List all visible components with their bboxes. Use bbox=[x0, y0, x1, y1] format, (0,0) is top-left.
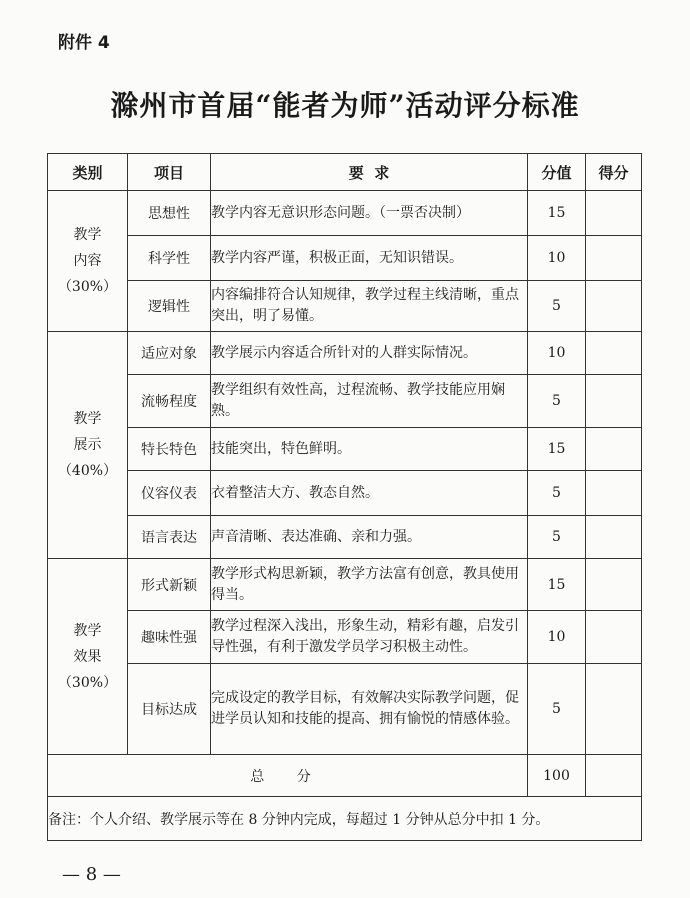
value-cell: 10 bbox=[528, 611, 586, 664]
total-row bbox=[48, 755, 642, 797]
requirement-cell: 教学内容无意识形态问题。（一票否决制） bbox=[211, 191, 528, 236]
table-row bbox=[48, 664, 642, 755]
value-cell: 5 bbox=[528, 281, 586, 332]
value-cell: 5 bbox=[528, 375, 586, 428]
requirement-cell: 衣着整洁大方、教态自然。 bbox=[211, 471, 528, 516]
header-score-got: 得分 bbox=[586, 154, 642, 191]
requirement-cell: 教学组织有效性高，过程流畅、教学技能应用娴熟。 bbox=[211, 375, 528, 428]
category-name-line2: 内容 bbox=[73, 253, 102, 269]
value-cell: 10 bbox=[528, 236, 586, 281]
category-content bbox=[48, 191, 128, 332]
table-row bbox=[48, 428, 642, 471]
value-cell: 10 bbox=[528, 332, 586, 375]
item-cell: 趣味性强 bbox=[128, 611, 211, 664]
total-label: 总 分 bbox=[48, 755, 528, 797]
score-input-cell[interactable] bbox=[586, 332, 642, 375]
table-row bbox=[48, 559, 642, 611]
item-cell: 思想性 bbox=[128, 191, 211, 236]
page-number: — 8 — bbox=[62, 864, 121, 885]
table-row bbox=[48, 281, 642, 332]
category-name-line1: 教学 bbox=[73, 622, 102, 639]
requirement-cell: 教学内容严谨，积极正面，无知识错误。 bbox=[211, 236, 528, 281]
table-row bbox=[48, 375, 642, 428]
score-input-cell[interactable] bbox=[586, 428, 642, 471]
total-score-input-cell[interactable] bbox=[586, 755, 642, 797]
scoring-table bbox=[47, 153, 642, 841]
score-input-cell[interactable] bbox=[586, 611, 642, 664]
category-presentation bbox=[48, 332, 128, 559]
item-cell: 语言表达 bbox=[128, 516, 211, 559]
category-name-line2: 效果 bbox=[73, 648, 102, 665]
header-category: 类别 bbox=[48, 154, 128, 191]
item-cell: 科学性 bbox=[128, 236, 211, 281]
value-cell: 5 bbox=[528, 516, 586, 559]
total-value: 100 bbox=[528, 755, 586, 797]
table-row bbox=[48, 611, 642, 664]
category-name-line1: 教学 bbox=[73, 227, 102, 243]
item-cell: 流畅程度 bbox=[128, 375, 211, 428]
attachment-label: 附件 4 bbox=[58, 33, 110, 53]
score-input-cell[interactable] bbox=[586, 191, 642, 236]
requirement-cell: 完成设定的教学目标，有效解决实际教学问题，促进学员认知和技能的提高、拥有愉悦的情感体验。 bbox=[211, 664, 528, 755]
score-input-cell[interactable] bbox=[586, 516, 642, 559]
requirement-cell: 教学展示内容适合所针对的人群实际情况。 bbox=[211, 332, 528, 375]
note-row bbox=[48, 797, 642, 841]
table-row bbox=[48, 516, 642, 559]
score-input-cell[interactable] bbox=[586, 236, 642, 281]
item-cell: 适应对象 bbox=[128, 332, 211, 375]
category-weight: （40%） bbox=[57, 463, 118, 479]
item-cell: 目标达成 bbox=[128, 664, 211, 755]
score-input-cell[interactable] bbox=[586, 375, 642, 428]
category-weight: （30%） bbox=[57, 674, 118, 691]
score-input-cell[interactable] bbox=[586, 471, 642, 516]
value-cell: 15 bbox=[528, 191, 586, 236]
page-title: 滁州市首届“能者为师”活动评分标准 bbox=[110, 89, 580, 122]
value-cell: 5 bbox=[528, 471, 586, 516]
value-cell: 5 bbox=[528, 664, 586, 755]
requirement-cell: 教学过程深入浅出，形象生动，精彩有趣，启发引导性强，有利于激发学员学习积极主动性。 bbox=[211, 611, 528, 664]
item-cell: 逻辑性 bbox=[128, 281, 211, 332]
table-row bbox=[48, 471, 642, 516]
header-item: 项目 bbox=[128, 154, 211, 191]
requirement-cell: 内容编排符合认知规律，教学过程主线清晰，重点突出，明了易懂。 bbox=[211, 281, 528, 332]
table-row bbox=[48, 236, 642, 281]
header-requirement: 要 求 bbox=[211, 154, 528, 191]
table-row bbox=[48, 332, 642, 375]
value-cell: 15 bbox=[528, 428, 586, 471]
score-input-cell[interactable] bbox=[586, 664, 642, 755]
table-header-row bbox=[48, 154, 642, 191]
header-score-value: 分值 bbox=[528, 154, 586, 191]
requirement-cell: 教学形式构思新颖，教学方法富有创意，教具使用得当。 bbox=[211, 559, 528, 611]
category-effect bbox=[48, 559, 128, 755]
table-row bbox=[48, 191, 642, 236]
requirement-cell: 声音清晰、表达准确、亲和力强。 bbox=[211, 516, 528, 559]
score-input-cell[interactable] bbox=[586, 559, 642, 611]
score-input-cell[interactable] bbox=[586, 281, 642, 332]
item-cell: 形式新颖 bbox=[128, 559, 211, 611]
value-cell: 15 bbox=[528, 559, 586, 611]
item-cell: 特长特色 bbox=[128, 428, 211, 471]
category-weight: （30%） bbox=[57, 279, 118, 295]
requirement-cell: 技能突出，特色鲜明。 bbox=[211, 428, 528, 471]
note-text: 备注：个人介绍、教学展示等在 8 分钟内完成，每超过 1 分钟从总分中扣 1 分。 bbox=[48, 797, 642, 841]
item-cell: 仪容仪表 bbox=[128, 471, 211, 516]
category-name-line1: 教学 bbox=[73, 411, 102, 427]
category-name-line2: 展示 bbox=[73, 437, 102, 453]
